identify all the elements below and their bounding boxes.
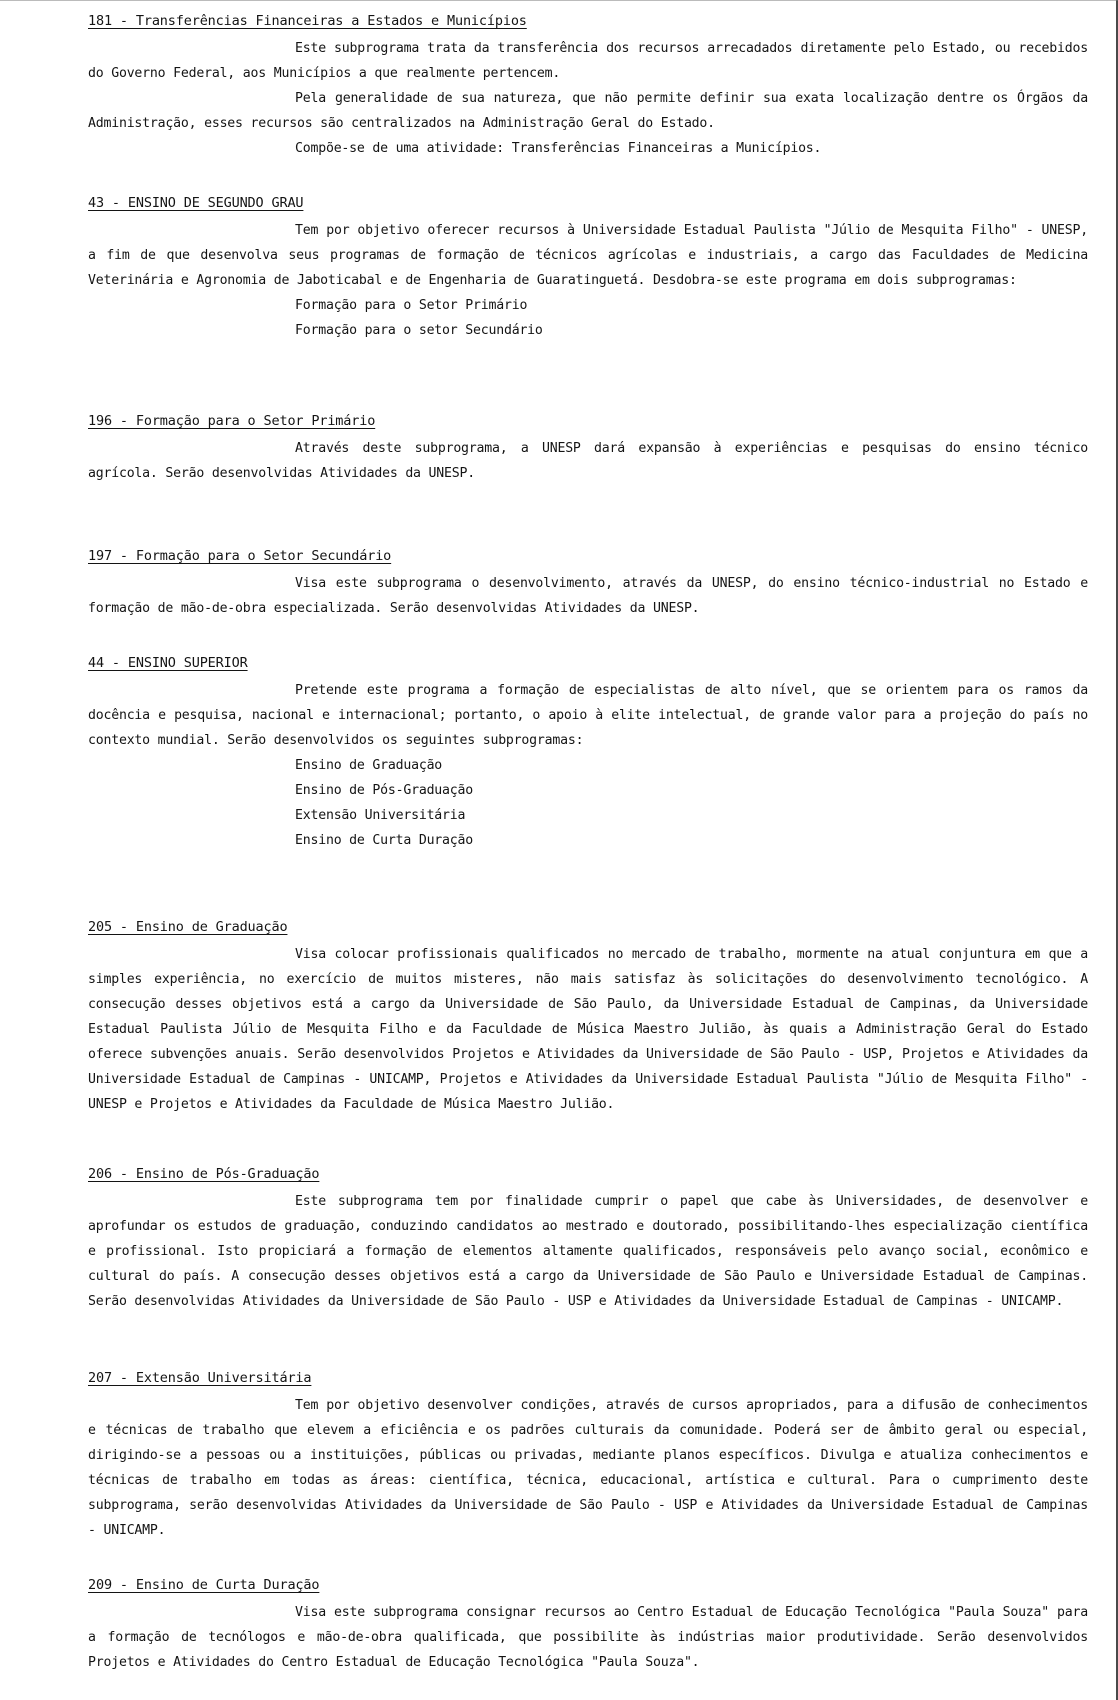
paragraph: Através deste subprograma, a UNESP dará expansão à experiências e pesquisas do ensino técnico agrícola. Serão desenvolvidas Atividades da UNESP. <box>88 441 1088 481</box>
paragraph: Visa colocar profissionais qualificados no mercado de trabalho, mormente na atual conjuntura em que a simples experiência, no exercício de muitos misteres, não mais satisfaz às solicitações do desenvolvimento tecnológico. A consecução desses objetivos está a cargo da Universidade de São Paulo, da Universidade Estadual de Campinas, da Universidade Estadual Paulista Júlio de Mesquita Filho e da Faculdade de Música Maestro Julião, às quais a Administração Geral do Estado oferece subvenções anuais. Serão desenvolvidos Projetos e Atividades da Universidade de São Paulo - USP, Projetos e Atividades da Universidade Estadual de Campinas - UNICAMP, Projetos e Atividades da Universidade Estadual Paulista "Júlio de Mesquita Filho" - UNESP e Projetos e Atividades da Faculdade de Música Maestro Julião. <box>88 947 1088 1112</box>
section-181 <box>88 10 1088 161</box>
section-205 <box>88 916 1088 1117</box>
section-title: 205 - Ensino de Graduação <box>88 919 288 935</box>
section-title: 44 - ENSINO SUPERIOR <box>88 655 248 671</box>
paragraph: Visa este subprograma consignar recursos ao Centro Estadual de Educação Tecnológica "Paula Souza" para a formação de tecnólogos e mão-de-obra qualificada, que possibilite às indústrias maior produtividade. Serão desenvolvidos Projetos e Atividades do Centro Estadual de Educação Tecnológica "Paula Souza". <box>88 1605 1088 1670</box>
paragraph: Este subprograma tem por finalidade cumprir o papel que cabe às Universidades, de desenvolver e aprofundar os estudos de graduação, conduzindo candidatos ao mestrado e doutorado, possibilitando-lhes especialização científica e profissional. Isto propiciará a formação de elementos altamente qualificados, responsáveis pelo avanço social, econômico e cultural do país. A consecução desses objetivos está a cargo da Universidade de São Paulo e Universidade Estadual de Campinas. Serão desenvolvidas Atividades da Universidade de São Paulo - USP e Atividades da Universidade Estadual de Campinas - UNICAMP. <box>88 1194 1088 1309</box>
section-206 <box>88 1163 1088 1314</box>
paragraph: Visa este subprograma o desenvolvimento, através da UNESP, do ensino técnico-industrial no Estado e formação de mão-de-obra especializada. Serão desenvolvidas Atividades da UNESP. <box>88 576 1088 616</box>
section-207 <box>88 1367 1088 1543</box>
section-title: 206 - Ensino de Pós-Graduação <box>88 1166 320 1182</box>
subprogram-list <box>88 753 1088 853</box>
list-item: Formação para o setor Secundário <box>295 323 543 338</box>
list-item: Ensino de Curta Duração <box>295 833 474 848</box>
section-title: 197 - Formação para o Setor Secundário <box>88 548 392 564</box>
section-title: 207 - Extensão Universitária <box>88 1370 312 1386</box>
paragraph: Pretende este programa a formação de especialistas de alto nível, que se orientem para os ramos da docência e pesquisa, nacional e internacional; portanto, o apoio à elite intelectual, de grande valor para a projeção do país no contexto mundial. Serão desenvolvidos os seguintes subprogramas: <box>88 683 1088 748</box>
section-title: 209 - Ensino de Curta Duração <box>88 1577 320 1593</box>
list-item: Extensão Universitária <box>295 808 466 823</box>
paragraph: Tem por objetivo desenvolver condições, através de cursos apropriados, para a difusão de conhecimentos e técnicas de trabalho que elevem a eficiência e os padrões culturais da comunidade. Poderá ser de âmbito geral ou especial, dirigindo-se a pessoas ou a instituições, públicas ou privadas, mediante planos específicos. Divulga e atualiza conhecimentos e técnicas de trabalho em todas as áreas: científica, técnica, educacional, artística e cultural. Para o cumprimento deste subprograma, serão desenvolvidas Atividades da Universidade de São Paulo - USP e Atividades da Universidade Estadual de Campinas - UNICAMP. <box>88 1398 1088 1538</box>
section-196 <box>88 410 1088 486</box>
section-209 <box>88 1574 1088 1675</box>
section-title: 196 - Formação para o Setor Primário <box>88 413 376 429</box>
section-title: 181 - Transferências Financeiras a Estados e Municípios <box>88 13 527 29</box>
section-43 <box>88 192 1088 343</box>
paragraph: Pela generalidade de sua natureza, que não permite definir sua exata localização dentre os Órgãos da Administração, esses recursos são centralizados na Administração Geral do Estado. <box>88 91 1088 131</box>
list-item: Formação para o Setor Primário <box>295 298 528 313</box>
subprogram-list <box>88 293 1088 343</box>
section-title: 43 - ENSINO DE SEGUNDO GRAU <box>88 195 304 211</box>
paragraph: Este subprograma trata da transferência dos recursos arrecadados diretamente pelo Estado, ou recebidos do Governo Federal, aos Municípios a que realmente pertencem. <box>88 41 1088 81</box>
list-item: Ensino de Pós-Graduação <box>295 783 474 798</box>
paragraph: Tem por objetivo oferecer recursos à Universidade Estadual Paulista "Júlio de Mesquita Filho" - UNESP, a fim de que desenvolva seus programas de formação de técnicos agrícolas e industriais, a cargo das Faculdades de Medicina Veterinária e Agronomia de Jaboticabal e de Engenharia de Guaratinguetá. Desdobra-se este programa em dois subprogramas: <box>88 223 1088 288</box>
list-item: Ensino de Graduação <box>295 758 443 773</box>
section-197 <box>88 545 1088 621</box>
paragraph: Compõe-se de uma atividade: Transferências Financeiras a Municípios. <box>295 141 822 156</box>
section-44 <box>88 652 1088 853</box>
